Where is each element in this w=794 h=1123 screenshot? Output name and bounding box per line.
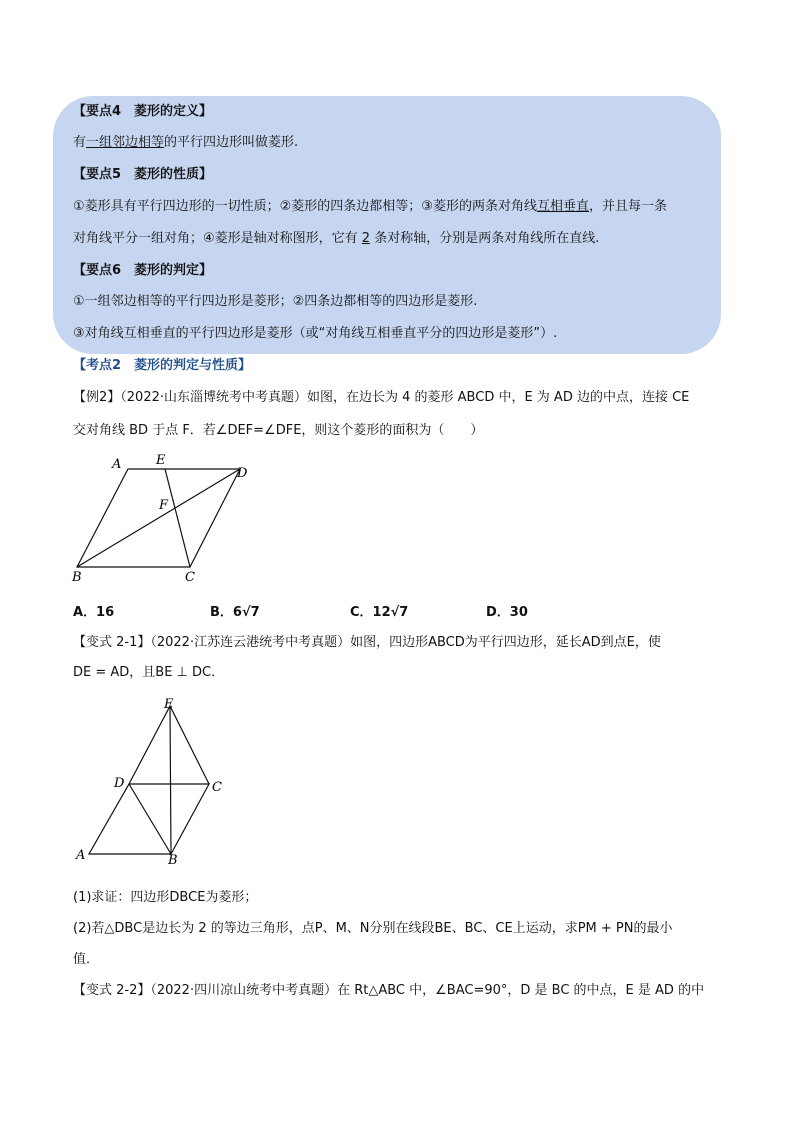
point5-text-1: ①菱形具有平行四边形的一切性质；②菱形的四条边都相等；③菱形的两条对角线互相垂直，并且每一条 (73, 199, 667, 214)
example2-line2: 交对角线 BD 于点 F．若∠DEF=∠DFE，则这个菱形的面积为（ ） (73, 423, 484, 438)
point5-title: 【要点5 菱形的性质】 (73, 167, 213, 182)
label-A: A (76, 848, 86, 863)
label-C: C (185, 570, 195, 585)
variant21-line1: 【变式 2-1】（2022·江苏连云港统考中考真题）如图，四边形ABCD为平行四边形，延长AD到点E，使 (73, 635, 661, 650)
label-C: C (212, 780, 222, 795)
point4-text: 有一组邻边相等的平行四边形叫做菱形. (73, 135, 299, 150)
point6-text-1: ①一组邻边相等的平行四边形是菱形；②四条边都相等的四边形是菱形. (73, 294, 478, 309)
example2-line1: 【例2】（2022·山东淄博统考中考真题）如图，在边长为 4 的菱形 ABCD 中，E 为 AD 边的中点，连接 CE (73, 390, 690, 405)
option-b: B．6√7 (210, 605, 260, 620)
option-a: A．16 (73, 605, 115, 620)
label-E: E (156, 453, 166, 468)
variant21-q2-cont: 值． (73, 952, 100, 967)
kaodian-title: 【考点2 菱形的判定与性质】 (73, 358, 252, 373)
label-E: E (164, 697, 174, 712)
variant21-line2: DE = AD，且BE ⊥ DC． (73, 665, 225, 680)
variant21-q1: (1)求证：四边形DBCE为菱形； (73, 890, 258, 905)
option-d: D．30 (486, 605, 528, 620)
parallelogram-figure (70, 695, 240, 870)
point6-title: 【要点6 菱形的判定】 (73, 263, 213, 278)
label-D: D (114, 776, 125, 791)
point4-title: 【要点4 菱形的定义】 (73, 104, 213, 119)
point6-text-2: ③对角线互相垂直的平行四边形是菱形（或“对角线互相垂直平分的四边形是菱形”）. (73, 326, 558, 341)
label-F: F (159, 498, 169, 513)
variant21-q2: (2)若△DBC是边长为 2 的等边三角形，点P、M、N分别在线段BE、BC、CE上运动，求PM + PN的最小 (73, 921, 673, 936)
variant22-line1: 【变式 2-2】（2022·四川凉山统考中考真题）在 Rt△ABC 中，∠BAC=90°，D 是 BC 的中点，E 是 AD 的中 (73, 983, 705, 998)
rhombus-abcd-figure (60, 450, 280, 590)
label-B: B (168, 853, 178, 868)
option-c: C．12√7 (350, 605, 409, 620)
label-B: B (72, 570, 82, 585)
point5-text-2: 对角线平分一组对角；④菱形是轴对称图形，它有 2 条对称轴，分别是两条对角线所在直线. (73, 231, 600, 246)
label-A: A (112, 457, 122, 472)
label-D: D (237, 466, 248, 481)
